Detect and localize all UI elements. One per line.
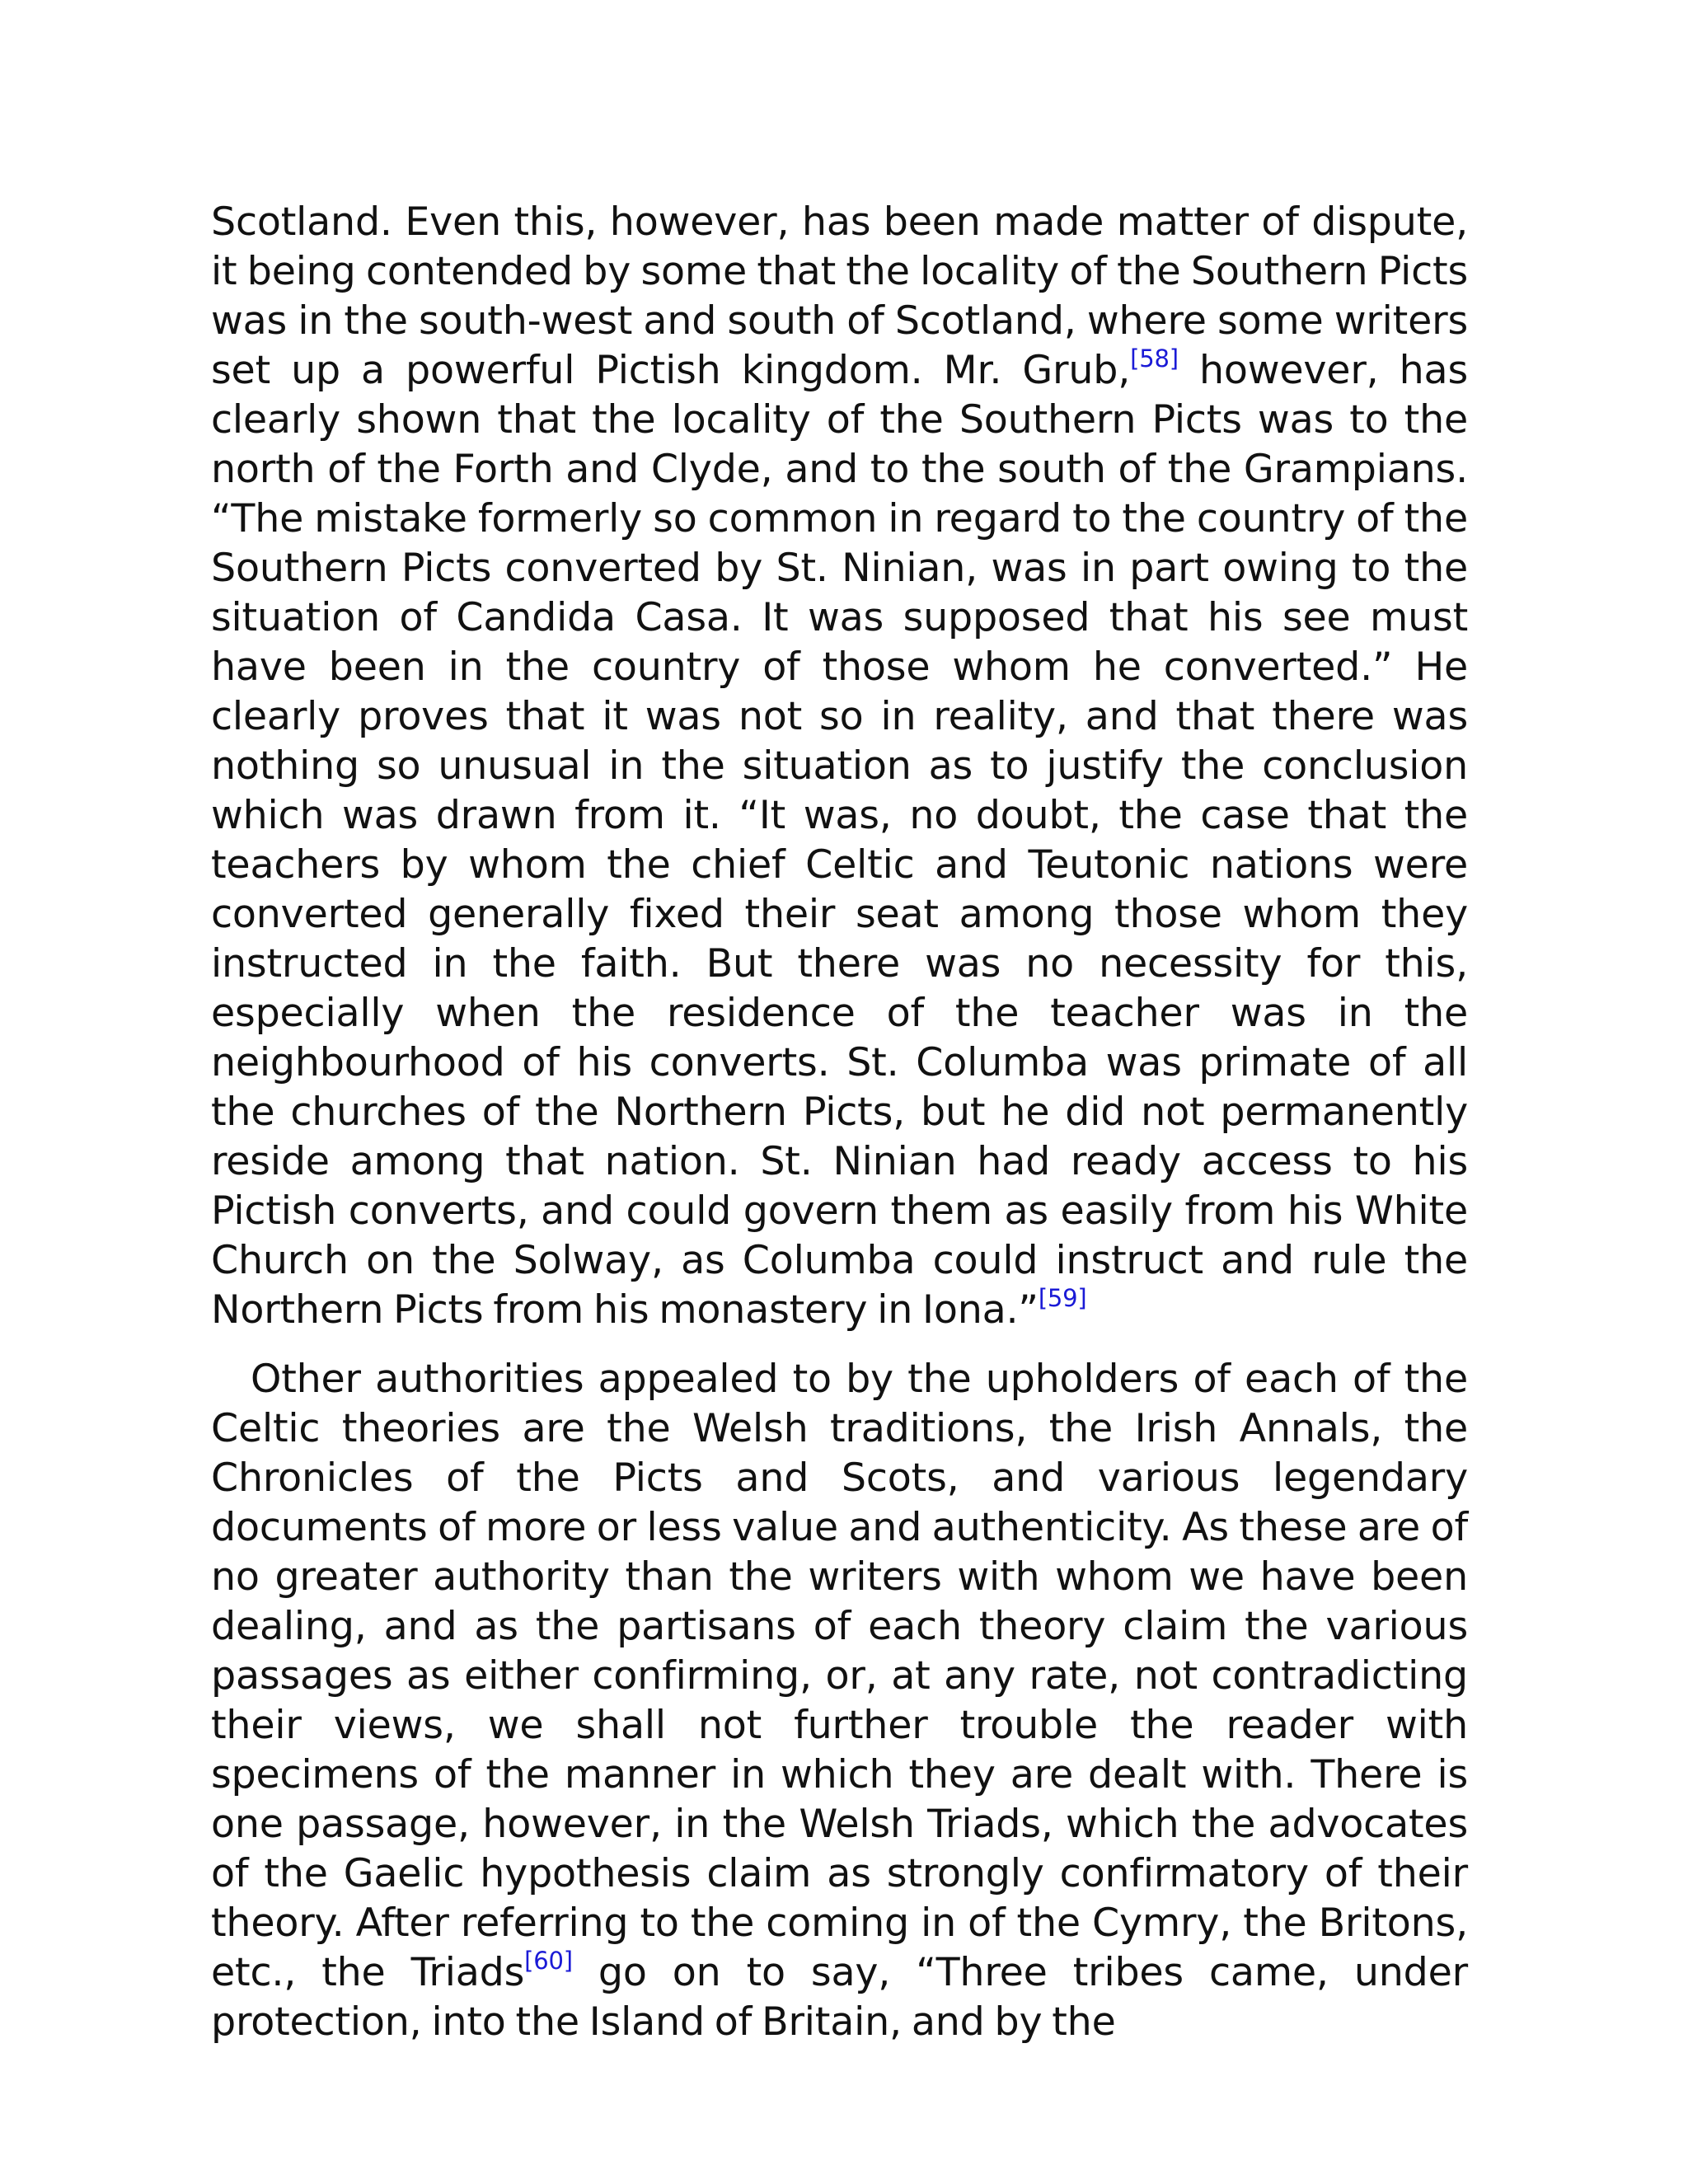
footnote-link-60[interactable]: [60]	[524, 1947, 573, 1975]
paragraph-2-text-a: Other authorities appealed to by the upholders of each of the Celtic theories are the Welsh traditions, the Irish Annals, the Chronicles of the Picts and Scots, and various legendary documents of more or less value and authenticity. As these are of no greater authority than the writers with whom we have been dealing, and as the partisans of each theory claim the various passages as either confirming, or, at any rate, not contradicting their views, we shall not further trouble the reader with specimens of the manner in which they are dealt with. There is one passage, however, in the Welsh Triads, which the advocates of the Gaelic hypothesis claim as strongly confirmatory of their theory. After referring to the coming in of the Cymry, the Britons, etc., the Triads	[211, 1357, 1468, 1995]
page-text	[211, 198, 1468, 2047]
paragraph-1-text-a: Scotland. Even this, however, has been made matter of dispute, it being contended by some that the locality of the Southern Picts was in the south-west and south of Scotland, where some writers set up a powerful Pictish kingdom. Mr. Grub,	[211, 199, 1468, 393]
paragraph-1	[211, 198, 1468, 1335]
paragraph-2	[211, 1355, 1468, 2047]
paragraph-1-text-b: however, has clearly shown that the locality of the Southern Picts was to the north of the Forth and Clyde, and to the south of the Grampians. “The mistake formerly so common in regard to the country of the Southern Picts converted by St. Ninian, was in part owing to the situation of Candida Casa. It was supposed that his see must have been in the country of those whom he converted.” He clearly proves that it was not so in reality, and that there was nothing so unusual in the situation as to justify the conclusion which was drawn from it. “It was, no doubt, the case that the teachers by whom the chief Celtic and Teutonic nations were converted generally fixed their seat among those whom they instructed in the faith. But there was no necessity for this, especially when the residence of the teacher was in the neighbourhood of his converts. St. Columba was primate of all the churches of the Northern Picts, but he did not permanently reside among that nation. St. Ninian had ready access to his Pictish converts, and could govern them as easily from his White Church on the Solway, as Columba could instruct and rule the Northern Picts from his monastery in Iona.”	[211, 348, 1469, 1333]
footnote-link-59[interactable]: [59]	[1038, 1284, 1087, 1312]
paragraph-2-text-b: go on to say, “Three tribes came, under protection, into the Island of Britain, and by the	[211, 1950, 1468, 2045]
footnote-link-58[interactable]: [58]	[1130, 344, 1179, 373]
